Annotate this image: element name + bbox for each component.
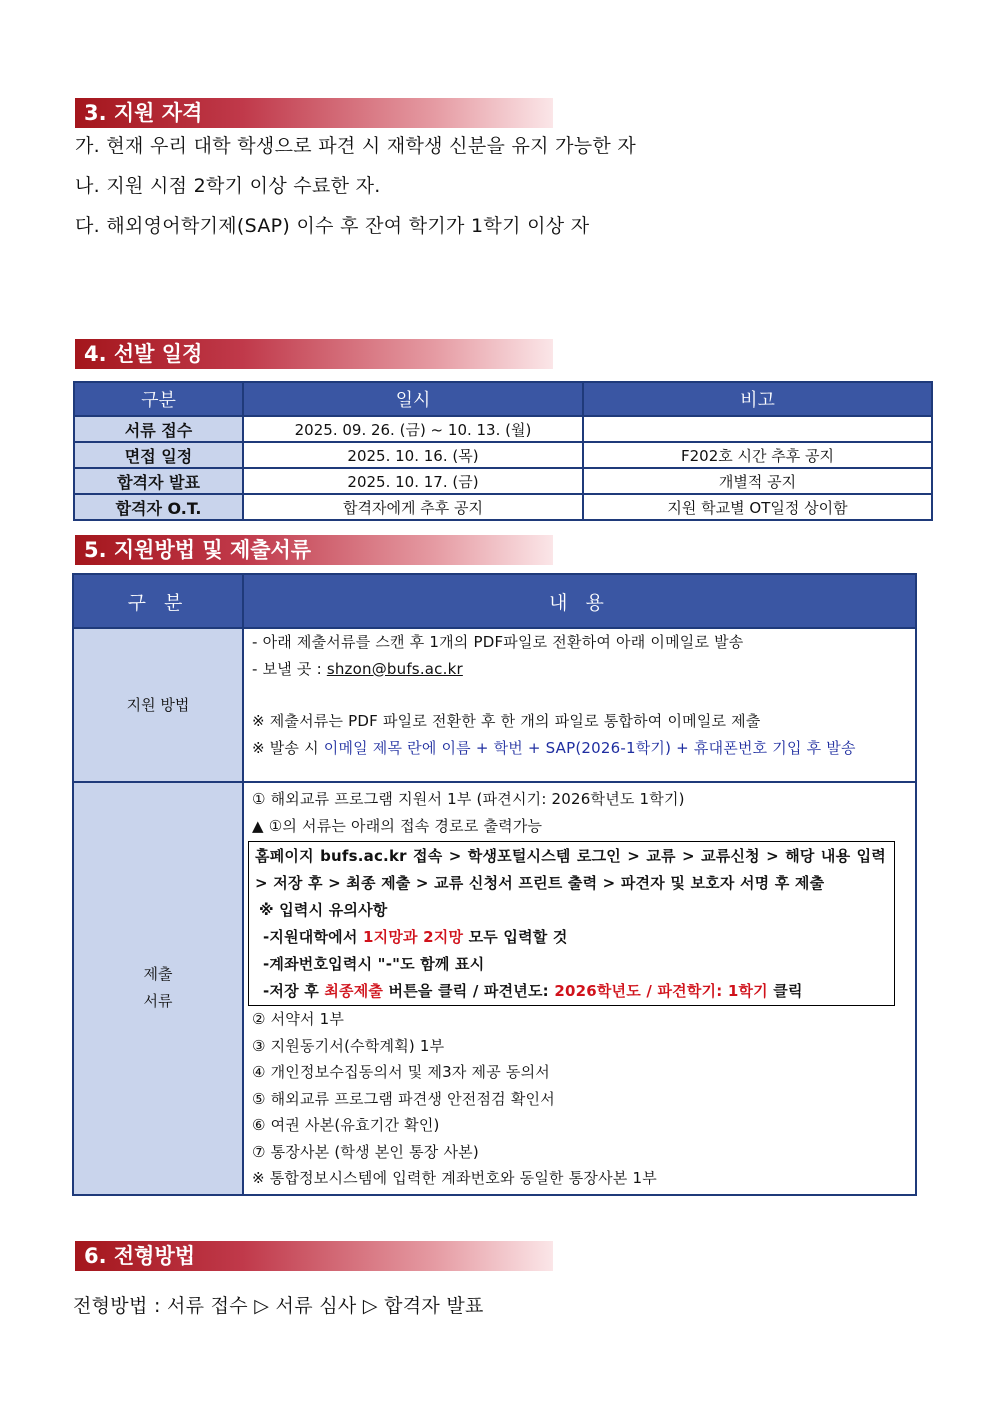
docs-label-line-1: 제출 xyxy=(143,965,173,984)
schedule-header-row xyxy=(74,382,932,416)
schedule-row-date: 2025. 10. 17. (금) xyxy=(243,468,583,494)
table-row xyxy=(73,628,916,782)
schedule-row-note: 지원 학교별 OT일정 상이함 xyxy=(583,494,932,520)
blank-line xyxy=(244,682,915,708)
section-3-header: 3. 지원 자격 xyxy=(75,98,553,128)
caution-1-emphasis: 1지망과 2지망 xyxy=(363,928,464,946)
caution-3-emphasis-2: 2026학년도 / 파견학기: 1학기 xyxy=(554,982,768,1000)
caution-item-2: -계좌번호입력시 "-"도 함께 표시 xyxy=(263,955,485,973)
method-line-2 xyxy=(244,656,915,683)
method-line-1: - 아래 제출서류를 스캔 후 1개의 PDF파일로 전환하여 아래 이메일로 발송 xyxy=(252,633,744,651)
print-path-text: 홈페이지 bufs.ac.kr 접속 > 학생포털시스템 로그인 > 교류 > 교류신청 > 해당 내용 입력 > 저장 후 > 최종 제출 > 교류 신청서 프린트 출력 > 파견자 및 보호자 서명 후 제출 xyxy=(255,847,886,892)
caution-3-a: -저장 후 xyxy=(263,982,325,1000)
table-row xyxy=(74,494,932,520)
doc-item-5: ⑤ 해외교류 프로그램 파견생 안전점검 확인서 xyxy=(252,1089,555,1108)
table-row xyxy=(73,782,916,1195)
qualification-item-3: 다. 해외영어학기제(SAP) 이수 후 잔여 학기가 1학기 이상 자 xyxy=(75,215,590,237)
schedule-row-date: 2025. 10. 16. (목) xyxy=(243,442,583,468)
application-header-content: 내 용 xyxy=(243,574,916,628)
doc-item-1-note: ▲ ①의 서류는 아래의 접속 경로로 출력가능 xyxy=(252,816,543,835)
schedule-row-label: 합격자 발표 xyxy=(74,468,243,494)
schedule-row-label: 면접 일정 xyxy=(74,442,243,468)
application-header-row xyxy=(73,574,916,628)
qualification-item-1: 가. 현재 우리 대학 학생으로 파견 시 재학생 신분을 유지 가능한 자 xyxy=(75,135,637,157)
selection-method: 전형방법 : 서류 접수 ▷ 서류 심사 ▷ 합격자 발표 xyxy=(73,1295,484,1317)
doc-note: ※ 통합정보시스템에 입력한 계좌번호와 동일한 통장사본 1부 xyxy=(252,1169,657,1187)
caution-3-emphasis-1: 최종제출 xyxy=(324,982,384,1000)
schedule-row-note xyxy=(583,416,932,442)
caution-1-c: 모두 입력할 것 xyxy=(463,928,568,946)
schedule-row-note: F202호 시간 추후 공지 xyxy=(583,442,932,468)
doc-item-2: ② 서약서 1부 xyxy=(252,1010,345,1028)
caution-heading: ※ 입력시 유의사항 xyxy=(259,901,388,919)
schedule-row-date: 2025. 09. 26. (금) ~ 10. 13. (월) xyxy=(243,416,583,442)
doc-item-6: ⑥ 여권 사본(유효기간 확인) xyxy=(252,1116,440,1134)
schedule-row-label: 합격자 O.T. xyxy=(74,494,243,520)
application-header-category: 구 분 xyxy=(73,574,243,628)
doc-item-4: ④ 개인정보수집동의서 및 제3자 제공 동의서 xyxy=(252,1063,550,1081)
section-6-header: 6. 전형방법 xyxy=(75,1241,553,1271)
method-content xyxy=(243,628,916,782)
schedule-header-date: 일시 xyxy=(243,382,583,416)
doc-item-3: ③ 지원동기서(수학계획) 1부 xyxy=(252,1036,445,1055)
method-send-to-label: - 보낼 곳 : xyxy=(252,659,327,678)
section-5-header: 5. 지원방법 및 제출서류 xyxy=(75,535,553,565)
method-note-2-emphasis: 이메일 제목 란에 이름 + 학번 + SAP(2026-1학기) + 휴대폰번호 기입 후 발송 xyxy=(323,738,856,757)
schedule-row-date: 합격자에게 추후 공지 xyxy=(243,494,583,520)
print-path-box xyxy=(248,841,895,1006)
doc-item-1: ① 해외교류 프로그램 지원서 1부 (파견시기: 2026학년도 1학기) xyxy=(252,790,685,808)
docs-label xyxy=(73,782,243,1195)
method-label: 지원 방법 xyxy=(73,628,243,782)
section-4-header: 4. 선발 일정 xyxy=(75,339,553,369)
doc-item-7: ⑦ 통장사본 (학생 본인 통장 사본) xyxy=(252,1142,479,1161)
caution-3-e: 클릭 xyxy=(767,982,803,1000)
schedule-row-note: 개별적 공지 xyxy=(583,468,932,494)
caution-1-a: -지원대학에서 xyxy=(263,928,363,946)
email-link[interactable]: shzon@bufs.ac.kr xyxy=(326,659,463,678)
application-table xyxy=(72,573,917,1196)
qualification-item-2: 나. 지원 시점 2학기 이상 수료한 자. xyxy=(75,175,381,197)
method-note-2-prefix: ※ 발송 시 xyxy=(252,738,324,757)
schedule-header-category: 구분 xyxy=(74,382,243,416)
method-note-1: ※ 제출서류는 PDF 파일로 전환한 후 한 개의 파일로 통합하여 이메일로 제출 xyxy=(252,712,761,730)
schedule-table xyxy=(73,381,933,521)
caution-3-c: 버튼을 클릭 / 파견년도: xyxy=(383,982,555,1000)
table-row xyxy=(74,442,932,468)
schedule-row-label: 서류 접수 xyxy=(74,416,243,442)
caution-item-3 xyxy=(255,978,886,1005)
schedule-header-note: 비고 xyxy=(583,382,932,416)
method-note-2 xyxy=(244,735,915,762)
caution-item-1 xyxy=(255,924,886,951)
docs-label-line-2: 서류 xyxy=(143,992,173,1011)
table-row xyxy=(74,468,932,494)
docs-content xyxy=(243,782,916,1195)
table-row xyxy=(74,416,932,442)
